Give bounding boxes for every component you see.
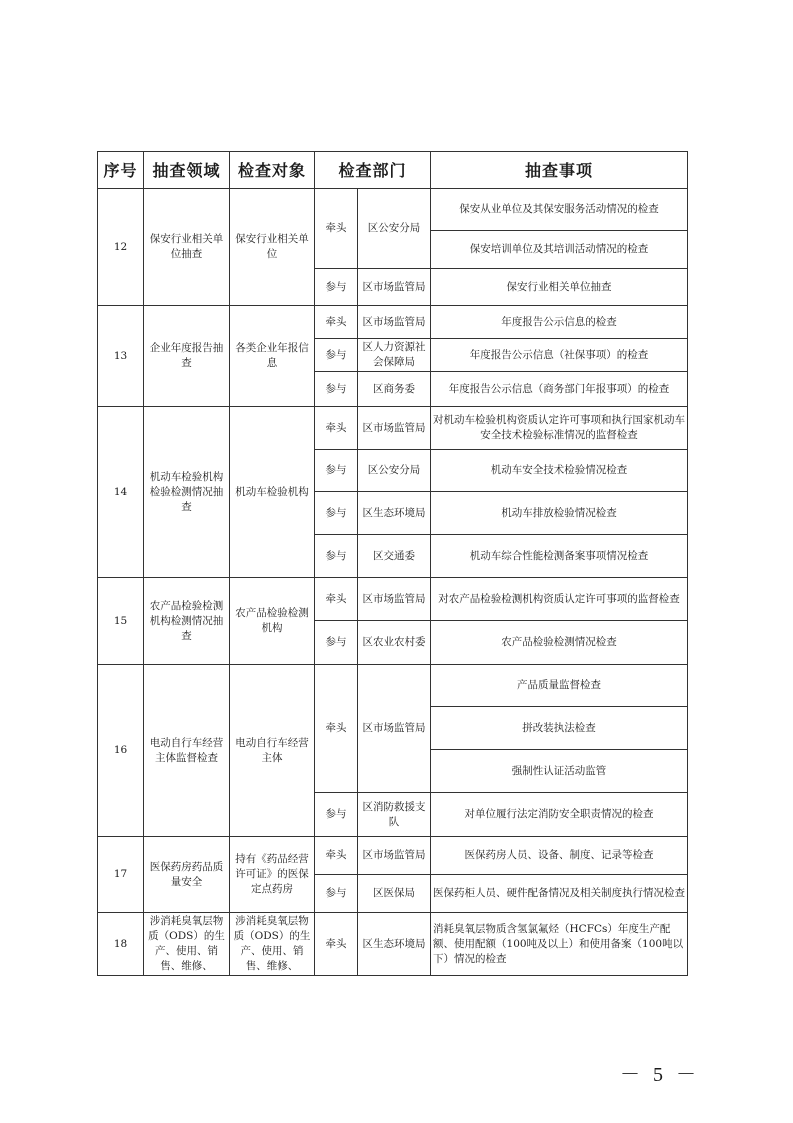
row-item: 拼改装执法检查 [431, 707, 688, 750]
row-dept: 区市场监管局 [358, 837, 431, 875]
table-row [98, 913, 688, 976]
row-role: 牵头 [315, 665, 358, 793]
row-dept: 区农业农村委 [358, 621, 431, 665]
row-role: 参与 [315, 535, 358, 578]
row-field: 机动车检验机构检验检测情况抽查 [144, 407, 230, 578]
row-item: 保安从业单位及其保安服务活动情况的检查 [431, 189, 688, 231]
table-row [98, 306, 688, 339]
row-role: 牵头 [315, 837, 358, 875]
row-item: 消耗臭氧层物质含氢氯氟烃（HCFCs）年度生产配额、使用配额（100吨及以上）和使用备案（100吨以下）情况的检查 [431, 913, 688, 976]
row-item: 机动车综合性能检测备案事项情况检查 [431, 535, 688, 578]
row-role: 参与 [315, 793, 358, 837]
row-item: 医保药柜人员、硬件配备情况及相关制度执行情况检查 [431, 875, 688, 913]
header-dept: 检查部门 [315, 152, 431, 189]
table-header-row [98, 152, 688, 189]
row-role: 参与 [315, 621, 358, 665]
row-item: 农产品检验检测情况检查 [431, 621, 688, 665]
row-dept: 区生态环境局 [358, 913, 431, 976]
table-row [98, 407, 688, 450]
row-field: 医保药房药品质量安全 [144, 837, 230, 913]
row-role: 参与 [315, 492, 358, 535]
row-field: 涉消耗臭氧层物质（ODS）的生产、使用、销售、维修、 [144, 913, 230, 976]
row-field: 农产品检验检测机构检测情况抽查 [144, 578, 230, 665]
row-role: 牵头 [315, 578, 358, 621]
row-dept: 区消防救援支队 [358, 793, 431, 837]
row-no: 18 [98, 913, 144, 976]
row-role: 牵头 [315, 189, 358, 269]
header-no: 序号 [98, 152, 144, 189]
row-role: 牵头 [315, 306, 358, 339]
row-item: 保安培训单位及其培训活动情况的检查 [431, 231, 688, 269]
row-dept: 区市场监管局 [358, 306, 431, 339]
row-target: 电动自行车经营主体 [230, 665, 315, 837]
row-target: 农产品检验检测机构 [230, 578, 315, 665]
row-no: 13 [98, 306, 144, 407]
row-item: 机动车排放检验情况检查 [431, 492, 688, 535]
row-role: 参与 [315, 269, 358, 306]
row-no: 14 [98, 407, 144, 578]
row-item: 机动车安全技术检验情况检查 [431, 450, 688, 492]
row-dept: 区人力资源社会保障局 [358, 339, 431, 372]
header-field: 抽查领域 [144, 152, 230, 189]
row-dept: 区交通委 [358, 535, 431, 578]
row-no: 15 [98, 578, 144, 665]
row-field: 保安行业相关单位抽查 [144, 189, 230, 306]
row-dept: 区生态环境局 [358, 492, 431, 535]
row-role: 牵头 [315, 407, 358, 450]
row-no: 17 [98, 837, 144, 913]
row-role: 参与 [315, 372, 358, 407]
row-dept: 区市场监管局 [358, 578, 431, 621]
row-field: 企业年度报告抽查 [144, 306, 230, 407]
table-row [98, 837, 688, 875]
row-target: 各类企业年报信息 [230, 306, 315, 407]
inspection-table [97, 151, 688, 976]
row-role: 牵头 [315, 913, 358, 976]
row-dept: 区公安分局 [358, 450, 431, 492]
row-target: 涉消耗臭氧层物质（ODS）的生产、使用、销售、维修、 [230, 913, 315, 976]
row-item: 对农产品检验检测机构资质认定许可事项的监督检查 [431, 578, 688, 621]
table-row [98, 578, 688, 621]
row-no: 16 [98, 665, 144, 837]
header-items: 抽查事项 [431, 152, 688, 189]
table-row [98, 665, 688, 707]
row-dept: 区市场监管局 [358, 407, 431, 450]
row-dept: 区公安分局 [358, 189, 431, 269]
row-item: 年度报告公示信息（商务部门年报事项）的检查 [431, 372, 688, 407]
row-item: 对单位履行法定消防安全职责情况的检查 [431, 793, 688, 837]
row-target: 保安行业相关单位 [230, 189, 315, 306]
table-row [98, 189, 688, 231]
row-role: 参与 [315, 339, 358, 372]
row-item: 对机动车检验机构资质认定许可事项和执行国家机动车安全技术检验标准情况的监督检查 [431, 407, 688, 450]
row-field: 电动自行车经营主体监督检查 [144, 665, 230, 837]
row-item: 医保药房人员、设备、制度、记录等检查 [431, 837, 688, 875]
row-item: 强制性认证活动监管 [431, 750, 688, 793]
header-target: 检查对象 [230, 152, 315, 189]
row-item: 保安行业相关单位抽查 [431, 269, 688, 306]
page-number: － 5 － [620, 1064, 700, 1086]
row-item: 年度报告公示信息的检查 [431, 306, 688, 339]
row-dept: 区医保局 [358, 875, 431, 913]
row-item: 年度报告公示信息（社保事项）的检查 [431, 339, 688, 372]
row-dept: 区市场监管局 [358, 269, 431, 306]
row-item: 产品质量监督检查 [431, 665, 688, 707]
row-dept: 区市场监管局 [358, 665, 431, 793]
row-target: 持有《药品经营许可证》的医保定点药房 [230, 837, 315, 913]
row-role: 参与 [315, 450, 358, 492]
row-dept: 区商务委 [358, 372, 431, 407]
row-target: 机动车检验机构 [230, 407, 315, 578]
row-role: 参与 [315, 875, 358, 913]
row-no: 12 [98, 189, 144, 306]
